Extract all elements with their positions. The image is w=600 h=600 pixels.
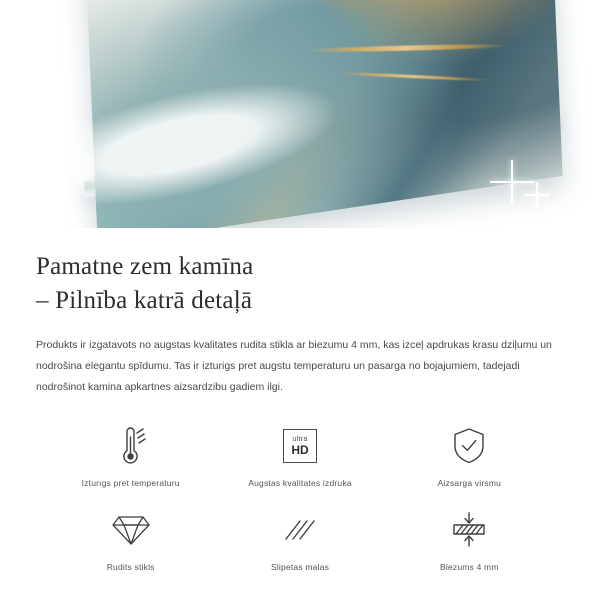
- ultra-hd-bottom-label: HD: [291, 443, 309, 457]
- ultra-hd-top-label: ultra: [292, 436, 308, 443]
- feature-temperature: [46, 424, 215, 488]
- sparkle-icon: [524, 182, 550, 208]
- feature-thickness: [385, 508, 554, 572]
- marble-gold-vein: [335, 71, 492, 81]
- hero-image: [0, 0, 600, 228]
- polished-edges-icon: [280, 508, 320, 552]
- marble-gold-vein: [305, 43, 509, 53]
- feature-label: Augstas kvalitates izdruka: [248, 478, 352, 488]
- shield-check-icon: [451, 424, 487, 468]
- feature-label: Biezums 4 mm: [440, 562, 499, 572]
- feature-label: Izturıgs pret temperaturu: [81, 478, 180, 488]
- feature-label: Slipetas malas: [270, 562, 330, 572]
- feature-grid: [36, 424, 564, 572]
- page-title-line-2: – Pilnība katrā detaļā: [36, 286, 253, 314]
- feature-surface-protection: [385, 424, 554, 488]
- diamond-icon: [111, 508, 151, 552]
- product-description-text: Produkts ir izgatavots no augstas kvalitates rudita stikla ar biezumu 4 mm, kas izceļ apdrukas krasu dziļumu un nodrošina elegantu spīdumu. Tas ir izturigs pret augstu temperaturu un pasarga no bojajumiem, tadejadi nodrošinot kamina apkartnes aizsardzibu gadiem ilgi.: [36, 339, 552, 393]
- feature-label: Rudits stikls: [106, 562, 155, 572]
- thickness-icon: [448, 508, 490, 552]
- marble-white-bloom: [70, 62, 340, 217]
- hero-image-inner: [0, 0, 600, 228]
- feature-polished-edges: [215, 508, 384, 572]
- ultra-hd-icon: [283, 424, 317, 468]
- feature-print-quality: [215, 424, 384, 488]
- feature-label: Aizsarga virsmu: [437, 478, 502, 488]
- page-title-line-1: Pamatne zem kamīna: [36, 253, 254, 280]
- marble-print-surface: [83, 0, 562, 228]
- thermometer-icon: [111, 424, 151, 468]
- page-title: [36, 250, 564, 317]
- feature-tempered-glass: [46, 508, 215, 572]
- content-area: [0, 250, 600, 572]
